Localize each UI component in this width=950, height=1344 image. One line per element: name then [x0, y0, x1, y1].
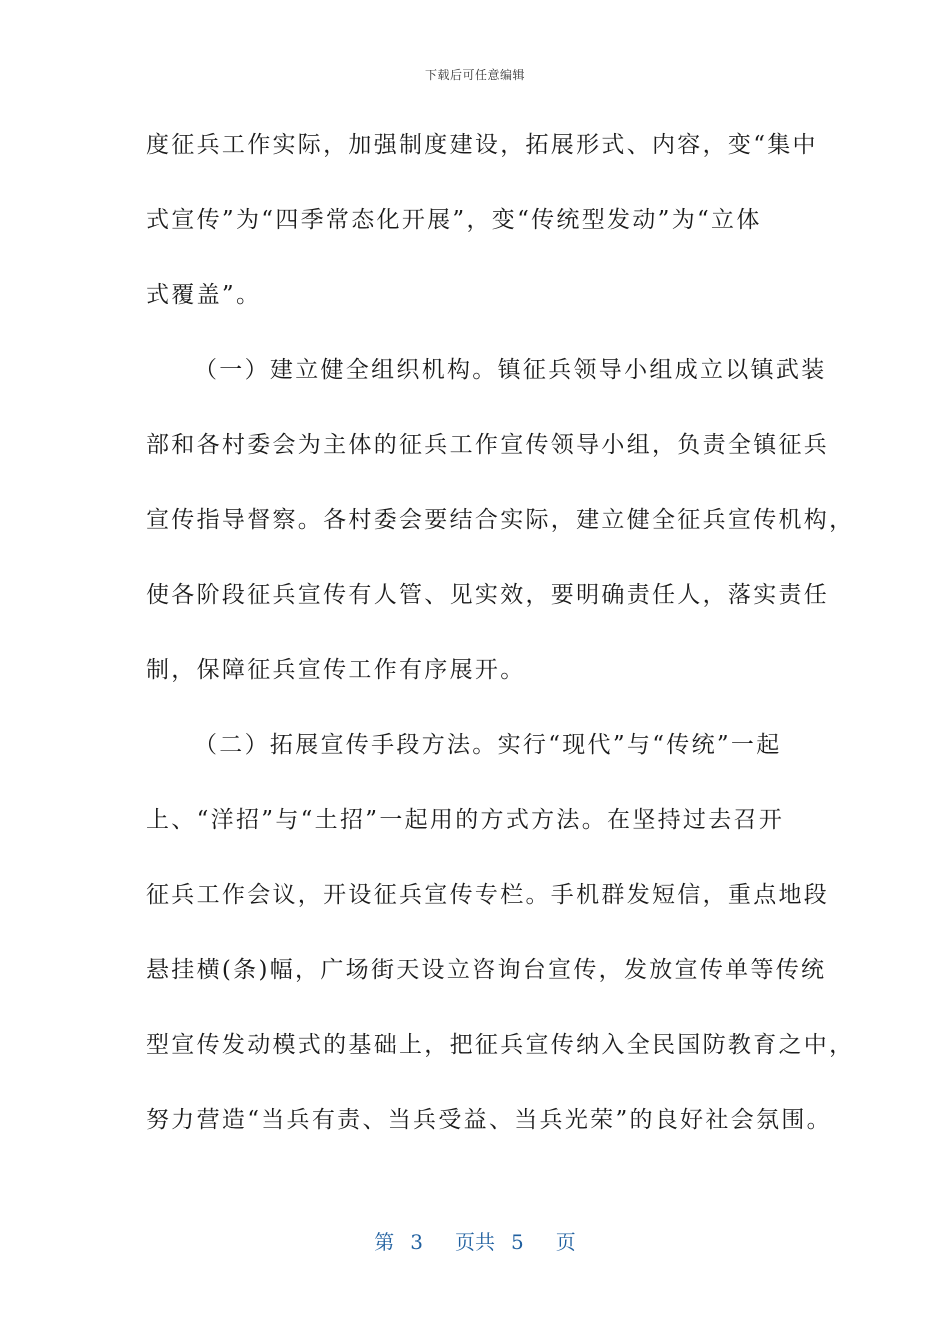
- body-text-line: 上、“洋招”与“土招”一起用的方式方法。在坚持过去召开: [146, 807, 785, 833]
- page-number-footer: [0, 1226, 950, 1255]
- body-text-line: 宣传指导督察。各村委会要结合实际，建立健全征兵宣传机构，: [146, 507, 855, 533]
- section-heading-line: （二）拓展宣传手段方法。实行“现代”与“传统”一起: [194, 732, 782, 758]
- body-text-line: 努力营造“当兵有责、当兵受益、当兵光荣”的良好社会氛围。: [146, 1107, 832, 1133]
- body-text-line: 使各阶段征兵宣传有人管、见实效，要明确责任人，落实责任: [146, 582, 830, 608]
- header-note: 下载后可任意编辑: [424, 68, 525, 82]
- page-label-prefix: 第: [374, 1230, 395, 1254]
- total-pages-number: 5: [511, 1230, 524, 1254]
- body-text-line: 式宣传”为“四季常态化开展”，变“传统型发动”为“立体: [146, 207, 762, 233]
- body-text-line: 征兵工作会议，开设征兵宣传专栏。手机群发短信，重点地段: [146, 882, 830, 908]
- body-text-line: 部和各村委会为主体的征兵工作宣传领导小组，负责全镇征兵: [146, 432, 830, 458]
- body-text-line: 悬挂横(条)幅，广场街天设立咨询台宣传，发放宣传单等传统: [146, 957, 827, 983]
- body-text-line: 型宣传发动模式的基础上，把征兵宣传纳入全民国防教育之中，: [146, 1032, 855, 1058]
- body-text-line: 式覆盖”。: [146, 282, 262, 308]
- section-heading-line: （一）建立健全组织机构。镇征兵领导小组成立以镇武装: [194, 357, 827, 383]
- page-label-middle: 页共: [455, 1230, 495, 1254]
- page-label-suffix: 页: [555, 1230, 576, 1254]
- body-text-line: 度征兵工作实际，加强制度建设，拓展形式、内容，变“集中: [146, 132, 818, 158]
- body-text-line: 制，保障征兵宣传工作有序展开。: [146, 657, 526, 683]
- current-page-number: 3: [410, 1230, 423, 1254]
